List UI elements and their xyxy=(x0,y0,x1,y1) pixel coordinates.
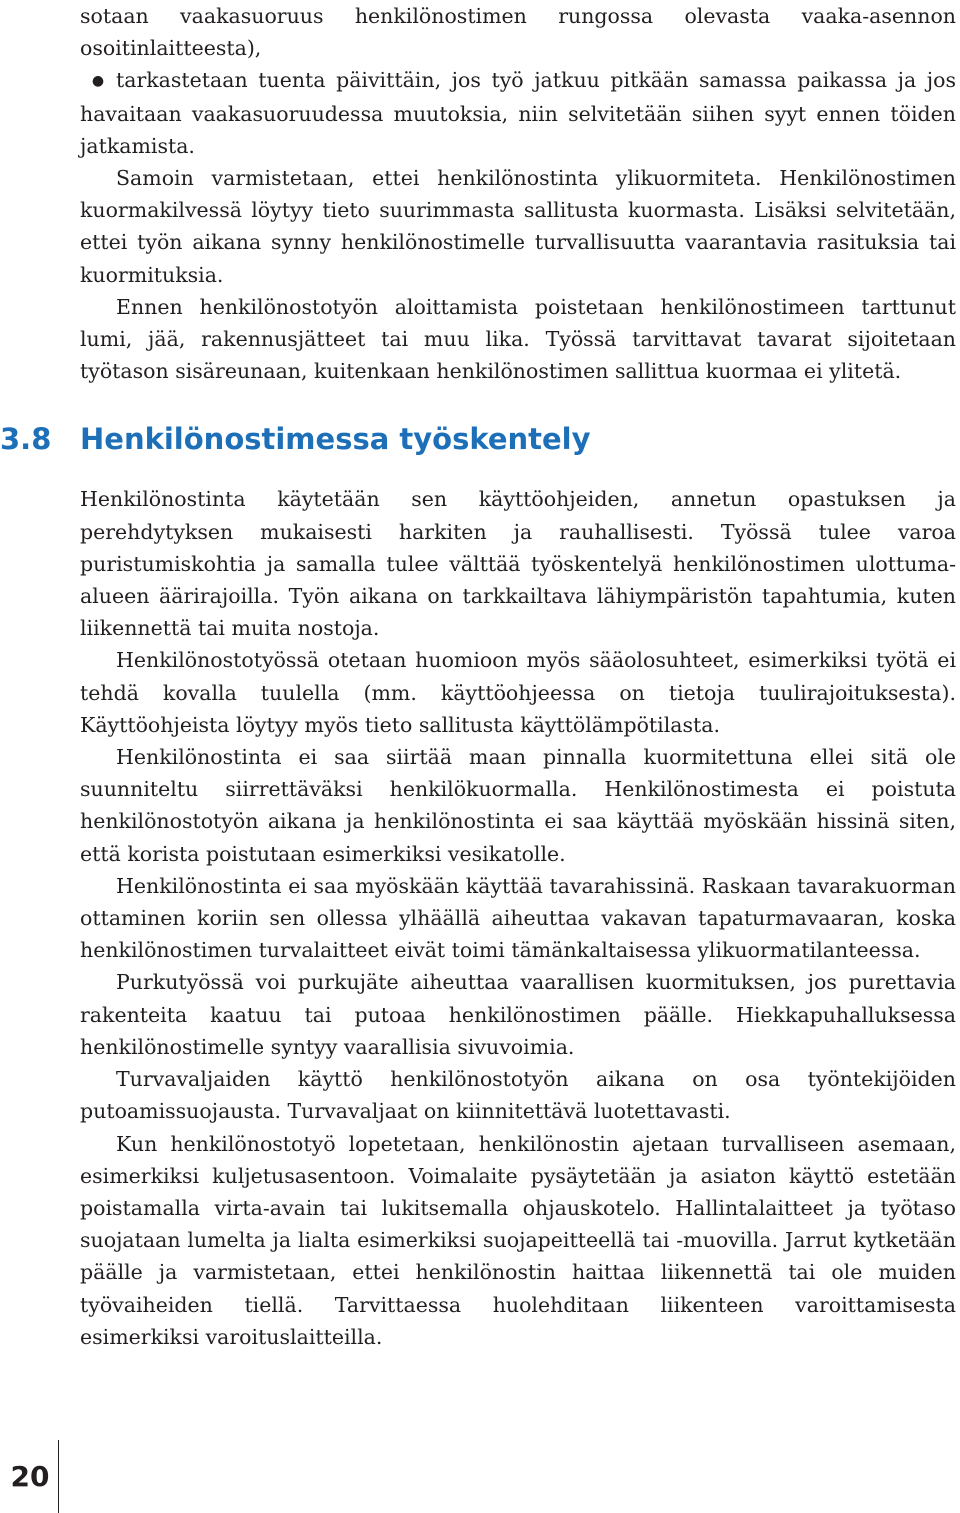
page-number: 20 xyxy=(10,1460,50,1493)
page-number-divider xyxy=(58,1440,59,1513)
section-title: Henkilönostimessa työskentely xyxy=(80,422,591,457)
paragraph: Turvavaljaiden käyttö henkilönostotyön aikana on osa työntekijöiden putoamissuojausta. Turvavaljaat on kiinnitettävä luotettavasti. xyxy=(80,1067,956,1124)
intro-text: sotaan vaakasuoruus henkilönostimen rungossa olevasta vaaka-asennon osoitinlaitteesta), xyxy=(80,4,956,61)
paragraph: Henkilönostotyössä otetaan huomioon myös sääolosuhteet, esimerkiksi työtä ei tehdä kovalla tuulella (mm. käyttöohjeessa on tietoja tuulirajoituksesta). Käyttöohjeista löytyy myös tieto sallitusta käyttölämpötilasta. xyxy=(80,648,956,737)
list-item xyxy=(80,64,956,162)
bullet-list xyxy=(80,64,956,162)
section-heading xyxy=(0,409,956,469)
paragraph: Ennen henkilönostotyön aloittamista poistetaan henkilönostimeen tarttunut lumi, jää, rakennusjätteet tai muu lika. Työssä tarvittavat tavarat sijoitetaan työtason sisäreunaan, kuitenkaan henkilönostimen sallittua kuormaa ei ylitetä. xyxy=(80,294,956,384)
paragraph: Samoin varmistetaan, ettei henkilönostinta ylikuormiteta. Henkilönostimen kuormakilvessä löytyy tieto suurimmasta sallitusta kuormasta. Lisäksi selvitetään, ettei työn aikana synny henkilönostimelle turvallisuutta vaarantavia rasituksia tai kuormituksia. xyxy=(80,166,956,287)
bullet-text: tarkastetaan tuenta päivittäin, jos työ jatkuu pitkään samassa paikassa ja jos havaitaan vaakasuoruudessa muutoksia, niin selvitetään siihen syyt ennen töiden jatkamista. xyxy=(80,68,956,158)
bullet-icon: ● xyxy=(91,73,105,90)
paragraph: Henkilönostinta käytetään sen käyttöohjeiden, annetun opastuksen ja perehdytyksen mukaisesti harkiten ja rauhallisesti. Työssä tulee varoa puristumiskohtia ja samalla tulee välttää työskentelyä henkilönostimen ulottuma-alueen äärirajoilla. Työn aikana on tarkkailtava lähiympäristön tapahtumia, kuten liikennettä tai muita nostoja. xyxy=(80,487,956,641)
section-number: 3.8 xyxy=(0,422,52,457)
paragraph: Henkilönostinta ei saa siirtää maan pinnalla kuormitettuna ellei sitä ole suunniteltu siirrettäväksi henkilökuormalla. Henkilönostimesta ei poistuta henkilönostotyön aikana ja henkilönostinta ei saa käyttää myöskään hissinä siten, että korista poistutaan esimerkiksi vesikatolle. xyxy=(80,745,956,866)
paragraph: Henkilönostinta ei saa myöskään käyttää tavarahissinä. Raskaan tavarakuorman ottaminen koriin sen ollessa ylhäällä aiheuttaa vakavan tapaturmavaaran, koska henkilönostimen turvalaitteet eivät toimi tämänkaltaisessa ylikuormatilanteessa. xyxy=(80,873,956,963)
paragraph: Purkutyössä voi purkujäte aiheuttaa vaarallisen kuormituksen, jos purettavia rakenteita kaatuu tai putoaa henkilönostimen päälle. Hiekkapuhalluksessa henkilönostimelle syntyy vaarallisia sivuvoimia. xyxy=(80,970,956,1059)
paragraph: Kun henkilönostotyö lopetetaan, henkilönostin ajetaan turvalliseen asemaan, esimerkiksi kuljetusasentoon. Voimalaite pysäytetään ja asiaton käyttö estetään poistamalla virta-avain tai lukitsemalla ohjauskotelo. Hallintalaitteet ja työtaso suojataan lumelta ja lialta esimerkiksi suojapeitteellä tai -muovilla. Jarrut kytketään päälle ja varmistetaan, ettei henkilönostin haittaa liikennettä tai ole muiden työvaiheiden tiellä. Tarvittaessa huolehditaan liikenteen varoittamisesta esimerkiksi varoituslaitteilla. xyxy=(80,1131,956,1349)
